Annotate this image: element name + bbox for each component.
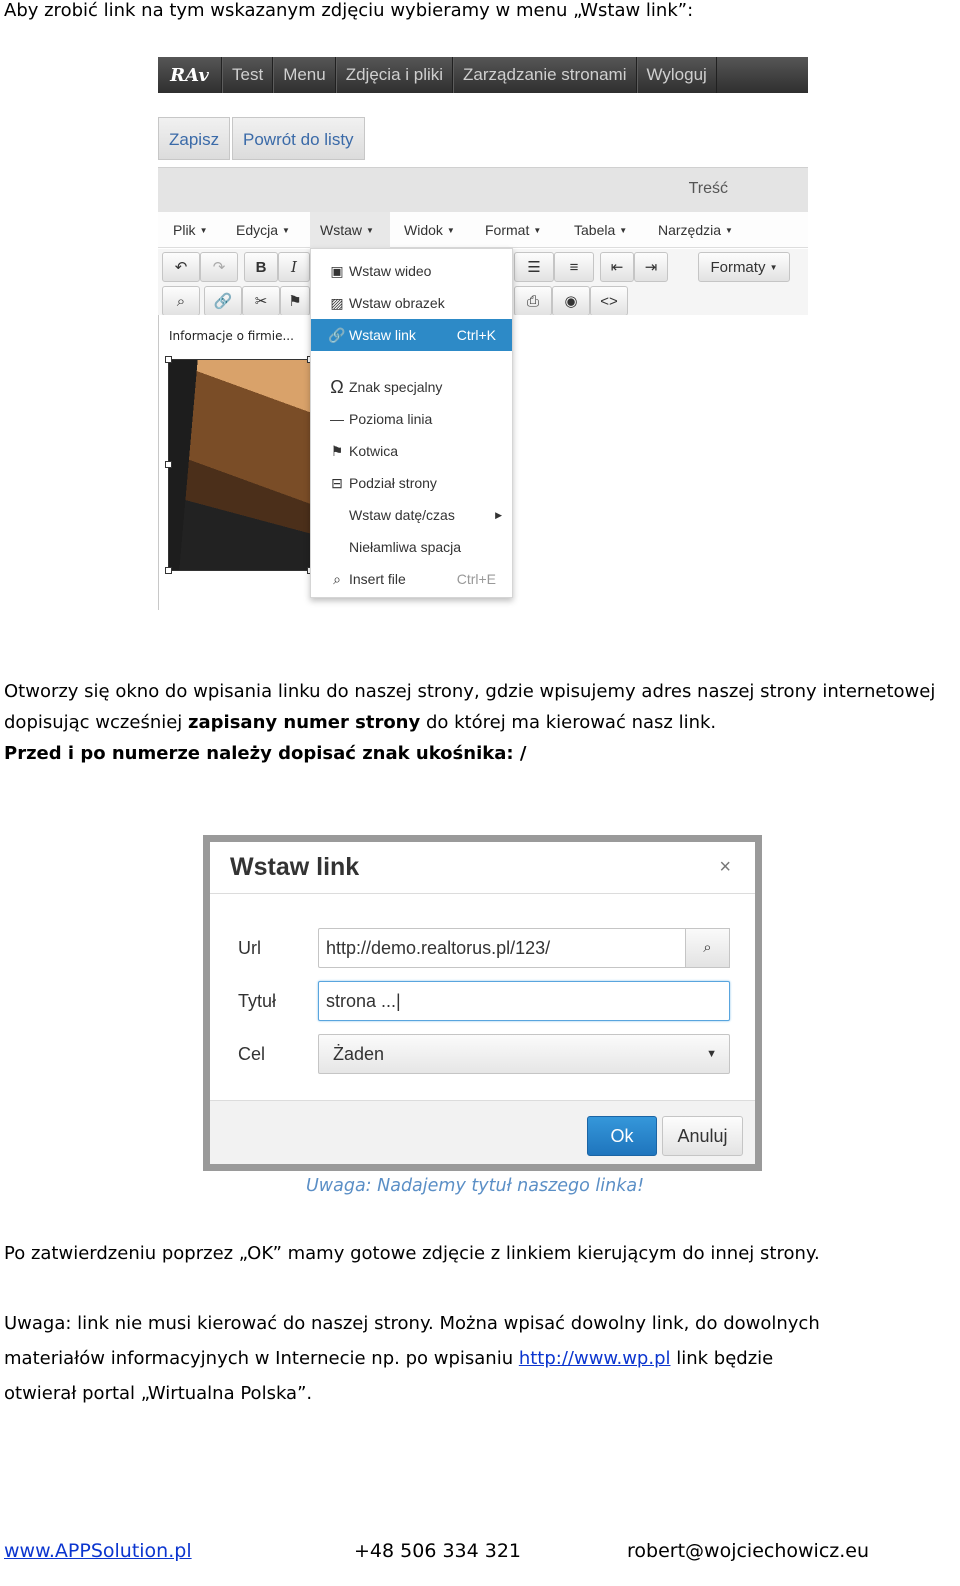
footer-website-link[interactable]: www.APPSolution.pl [4,1540,192,1562]
file-manager-icon: ⌕ [333,570,341,587]
resize-handle-bottom-left[interactable] [165,567,172,574]
resize-handle-left[interactable] [165,461,172,468]
editor-menubar [158,212,808,248]
menu-item-special-char[interactable]: Ω Znak specjalny [311,371,512,403]
paragraph-slash-instruction: Przed i po numerze należy dopisać znak ukośnika: / [4,743,527,764]
menu-item-horizontal-line[interactable]: — Pozioma linia [311,403,512,435]
link-icon: 🔗 [328,326,346,343]
nav-logout[interactable]: Wyloguj [637,57,717,93]
menu-item-insert-datetime[interactable]: Wstaw datę/czas ▶ [349,507,502,523]
paragraph-any-link-line1: Uwaga: link nie musi kierować do naszej strony. Można wpisać dowolny link, do dowolnych [4,1313,820,1334]
bold-icon[interactable]: B [244,252,278,282]
menu-item-insert-video[interactable]: ▣ Wstaw wideo [311,255,512,287]
paragraph-any-link-line3: otwierał portal „Wirtualna Polska”. [4,1383,313,1404]
nav-menu[interactable]: Menu [273,57,336,93]
page-break-icon: ⊟ [331,474,343,491]
cms-editor-screenshot [158,57,808,610]
video-icon: ▣ [330,262,344,279]
wp-link[interactable]: http://www.wp.pl [518,1348,671,1369]
target-select[interactable]: Żaden ▼ [318,1034,730,1074]
content-section-label: Treść [688,180,728,197]
title-note: Uwaga: Nadajemy tytuł naszego linka! [306,1176,645,1196]
print-icon[interactable]: ⎙ [514,286,552,316]
menu-item-page-break[interactable]: ⊟ Podział strony [311,467,512,499]
file-manager-icon[interactable]: ⌕ [162,286,200,316]
chevron-down-icon: ▼ [706,1048,717,1060]
nav-photos-files[interactable]: Zdjęcia i pliki [336,57,453,93]
title-label: Tytuł [238,991,277,1011]
link-icon[interactable]: 🔗 [204,286,242,316]
content-section-header [158,167,808,212]
footer-phone: +48 506 334 321 [354,1540,522,1562]
image-icon: ▨ [330,294,344,311]
cms-logo[interactable]: RAv [158,57,222,93]
editor-caption: Informacje o firmie... [169,329,294,343]
paragraph-dialog-intro-line2: dopisując wcześniej zapisany numer strony do której ma kierować nasz link. [4,712,717,733]
italic-icon[interactable]: I [278,252,310,282]
menu-format[interactable]: Format ▼ [485,222,542,238]
source-code-icon[interactable]: <> [590,286,628,316]
formats-dropdown[interactable]: Formaty ▼ [698,252,790,282]
title-input[interactable]: strona ...| [318,981,730,1021]
resize-handle-top-left[interactable] [165,356,172,363]
menu-item-insert-image[interactable]: ▨ Wstaw obrazek [311,287,512,319]
menu-tools[interactable]: Narzędzia ▼ [658,222,733,238]
outdent-icon[interactable]: ⇤ [600,252,634,282]
menu-item-insert-link[interactable]: 🔗 Wstaw link Ctrl+K [311,319,512,351]
selected-photo[interactable] [168,359,311,571]
horizontal-line-icon: — [330,411,344,427]
menu-insert[interactable]: Wstaw ▼ [310,212,390,248]
top-navigation [158,57,808,93]
omega-icon: Ω [330,376,344,397]
menu-item-anchor[interactable]: ⚑ Kotwica [311,435,512,467]
submenu-arrow-icon: ▶ [495,509,502,520]
menu-edit[interactable]: Edycja ▼ [236,222,290,238]
bookmark-icon: ⚑ [330,442,344,459]
target-label: Cel [238,1044,266,1064]
redo-icon[interactable]: ↷ [200,252,238,282]
bullet-list-icon[interactable]: ☰ [514,252,554,282]
dialog-title: Wstaw link [230,853,360,881]
back-to-list-button[interactable]: Powrót do listy [232,117,365,160]
save-button[interactable]: Zapisz [158,117,230,160]
unlink-icon[interactable]: ✂ [242,286,280,316]
ok-button[interactable]: Ok [587,1116,657,1156]
menu-item-insert-file[interactable]: ⌕ Insert file Ctrl+E [311,563,512,595]
paragraph-confirm: Po zatwierdzeniu poprzez „OK” mamy gotowe zdjęcie z linkiem kierującym do innej strony. [4,1243,820,1264]
footer-email: robert@wojciechowicz.eu [627,1540,870,1562]
menu-view[interactable]: Widok ▼ [404,222,455,238]
close-icon[interactable]: × [719,856,731,878]
nav-page-management[interactable]: Zarządzanie stronami [453,57,636,93]
indent-icon[interactable]: ⇥ [634,252,668,282]
dialog-header [210,842,755,894]
intro-text: Aby zrobić link na tym wskazanym zdjęciu wybieramy w menu „Wstaw link”: [4,0,694,21]
menu-item-nonbreaking-space[interactable]: Niełamliwa spacja [349,539,462,555]
insert-menu-dropdown [310,248,513,598]
numbered-list-icon[interactable]: ≡ [554,252,594,282]
nav-test[interactable]: Test [222,57,273,93]
paragraph-dialog-intro-line1: Otworzy się okno do wpisania linku do naszej strony, gdzie wpisujemy adres naszej strony internetowej [4,681,936,702]
undo-icon[interactable]: ↶ [162,252,200,282]
dialog-footer [210,1100,755,1164]
preview-icon[interactable]: ◉ [552,286,590,316]
paragraph-any-link-line2: materiałów informacyjnych w Internecie np. po wpisaniu http://www.wp.pl link będzie [4,1348,774,1369]
url-input[interactable]: http://demo.realtorus.pl/123/ ⌕ [318,928,730,968]
cancel-button[interactable]: Anuluj [662,1116,743,1156]
insert-link-dialog [210,842,755,1164]
browse-files-icon[interactable]: ⌕ [685,928,730,968]
anchor-icon[interactable]: ⚑ [280,286,310,316]
menu-table[interactable]: Tabela ▼ [574,222,628,238]
menu-file[interactable]: Plik ▼ [173,222,208,238]
insert-link-dialog-screenshot [203,835,762,1171]
url-label: Url [238,938,261,958]
